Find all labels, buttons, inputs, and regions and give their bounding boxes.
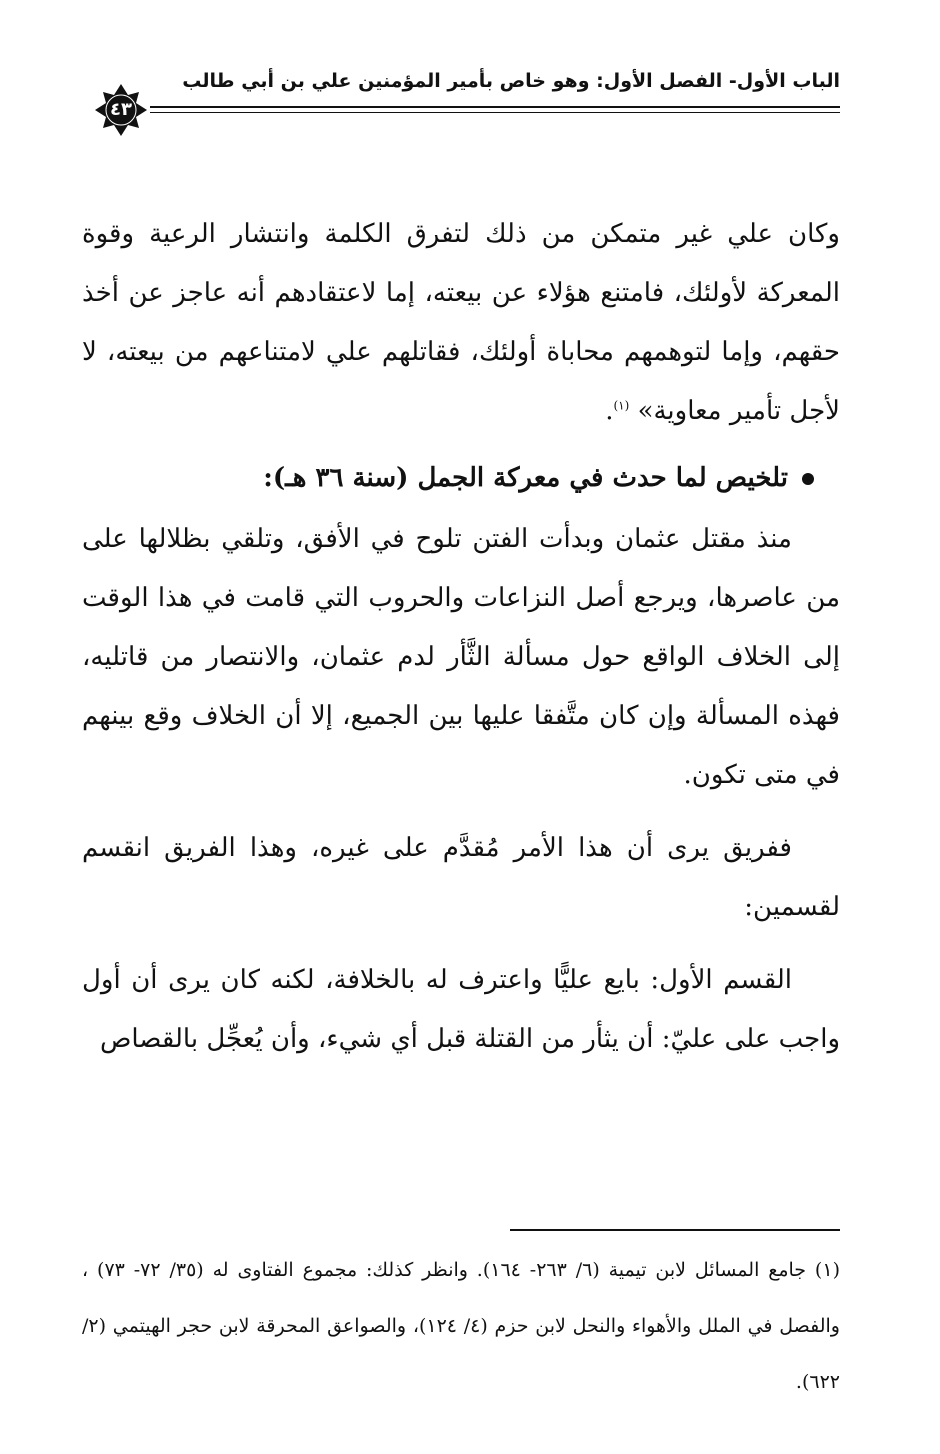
paragraph: منذ مقتل عثمان وبدأت الفتن تلوح في الأفق، وتلقي بظلالها على من عاصرها، ويرجع أصل النزاعات والحروب التي قامت في هذا الوقت إلى الخلاف الواقع حول مسألة الثَّأر لدم عثمان، والانتصار من قاتليه، فهذه المسألة وإن كان متَّفقا عليها بين الجميع، إلا أن الخلاف وقع بينهم في متى تكون.	[82, 524, 840, 790]
paragraph: ففريق يرى أن هذا الأمر مُقدَّم على غيره، وهذا الفريق انقسم لقسمين:	[82, 833, 840, 922]
paragraph-text: وكان علي غير متمكن من ذلك لتفرق الكلمة وانتشار الرعية وقوة المعركة لأولئك، فامتنع هؤلاء عن بيعته، إما لاعتقادهم أنه عاجز عن أخذ حقهم، وإما لتوهمهم محاباة أولئك، فقاتلهم علي لامتناعهم من بيعته، لا لأجل تأمير معاوية»	[82, 219, 840, 426]
footnote-separator	[510, 1229, 840, 1231]
paragraph: القسم الأول: بايع عليًّا واعترف له بالخلافة، لكنه كان يرى أن أول واجب على عليّ: أن يثأر من القتلة قبل أي شيء، وأن يُعجِّل بالقصاص	[82, 965, 840, 1054]
header-rule	[150, 106, 840, 113]
page-number: ٤٣	[110, 99, 132, 120]
footnote-reference: (١)	[613, 398, 630, 413]
section-heading	[82, 449, 840, 508]
bullet-icon	[802, 473, 814, 485]
page-number-badge	[95, 84, 147, 136]
running-header: الباب الأول- الفصل الأول: وهو خاص بأمير المؤمنين علي بن أبي طالب	[182, 70, 840, 92]
section-heading-text: تلخيص لما حدث في معركة الجمل (سنة ٣٦ هـ):	[263, 463, 788, 493]
footnotes: (١) جامع المسائل لابن تيمية (٦/ ٢٦٣- ١٦٤). وانظر كذلك: مجموع الفتاوى له (٣٥/ ٧٢- ٧٣) ، والفصل في الملل والأهواء والنحل لابن حزم (٤/ ١٢٤)، والصواعق المحرقة لابن حجر الهيتمي (٢/ ٦٢٢).	[82, 1259, 840, 1393]
main-text	[82, 205, 840, 1069]
paragraph: وكان علي غير متمكن من ذلك لتفرق الكلمة وانتشار الرعية وقوة المعركة لأولئك، فامتنع هؤلاء عن بيعته، إما لاعتقادهم أنه عاجز عن أخذ حقهم، وإما لتوهمهم محاباة أولئك، فقاتلهم علي لامتناعهم من بيعته، لا لأجل تأمير معاوية» $^{(١)}$.	[82, 219, 840, 426]
